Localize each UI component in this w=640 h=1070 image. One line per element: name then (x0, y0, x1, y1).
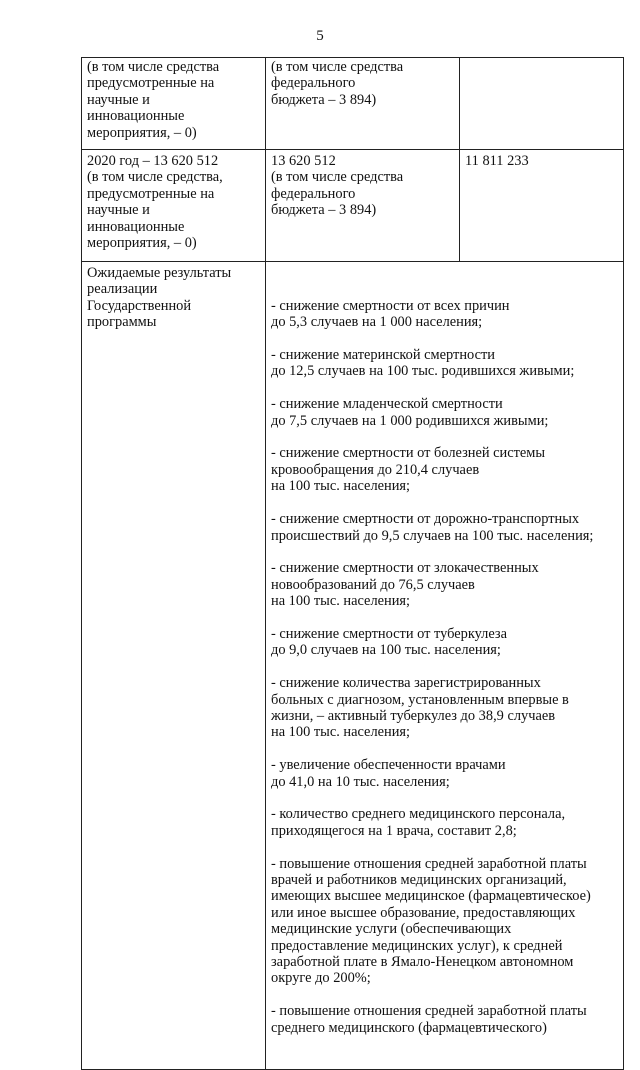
expected-results-cell (266, 262, 624, 1070)
list-item: - увеличение обеспеченности врачами до 41,0 на 10 тыс. населения; (271, 757, 506, 790)
funding-note-cell: (в том числе средства предусмотренные на научные и инновационные мероприятия, – 0) (82, 58, 266, 150)
page-number: 5 (316, 28, 324, 44)
expected-results-list (271, 281, 618, 1052)
list-item: - снижение смертности от злокачественных новообразований до 76,5 случаев на 100 тыс. населения; (271, 560, 539, 610)
list-item: - снижение смертности от дорожно-транспортных происшествий до 9,5 случаев на 100 тыс. населения; (271, 511, 594, 544)
list-item: - снижение количества зарегистрированных больных с диагнозом, установленным впервые в жизни, – активный туберкулез до 38,9 случаев на 100 тыс. населения; (271, 675, 569, 741)
table-row (82, 58, 624, 150)
table-row (82, 150, 624, 262)
budget-amount-cell: 13 620 512 (в том числе средства федерального бюджета – 3 894) (266, 150, 460, 262)
table-row (82, 262, 624, 1070)
list-item: - снижение смертности от всех причин до 5,3 случаев на 1 000 населения; (271, 297, 510, 331)
program-table (81, 57, 624, 1070)
list-item: - снижение младенческой смертности до 7,5 случаев на 1 000 родившихся живыми; (271, 396, 549, 429)
year-funding-cell: 2020 год – 13 620 512 (в том числе средства, предусмотренные на научные и инновационные мероприятия, – 0) (82, 150, 266, 262)
amount-cell (460, 58, 624, 150)
list-item: - снижение смертности от туберкулеза до 9,0 случаев на 100 тыс. населения; (271, 625, 507, 659)
expected-results-label: Ожидаемые результаты реализации Государственной программы (82, 262, 266, 1070)
list-item: - снижение смертности от болезней системы кровообращения до 210,4 случаев на 100 тыс. населения; (271, 445, 546, 495)
list-item: - количество среднего медицинского персонала, приходящегося на 1 врача, составит 2,8; (271, 806, 566, 839)
list-item: - повышение отношения средней заработной платы врачей и работников медицинских организаций, имеющих высшее медицинское (фармацевтическое) или иное высшее образование, предоставляющих медицинские услуги (обеспечивающих предоставление медицинских услуг), к средней заработной плате в Ямало-Ненецком автономном округе до 200%; (271, 855, 591, 987)
amount-cell: 11 811 233 (460, 150, 624, 262)
list-item: - снижение материнской смертности до 12,5 случаев на 100 тыс. родившихся живыми; (271, 347, 575, 380)
budget-note-cell: (в том числе средства федерального бюджета – 3 894) (266, 58, 460, 150)
list-item: - повышение отношения средней заработной платы среднего медицинского (фармацевтического) (271, 1003, 587, 1036)
